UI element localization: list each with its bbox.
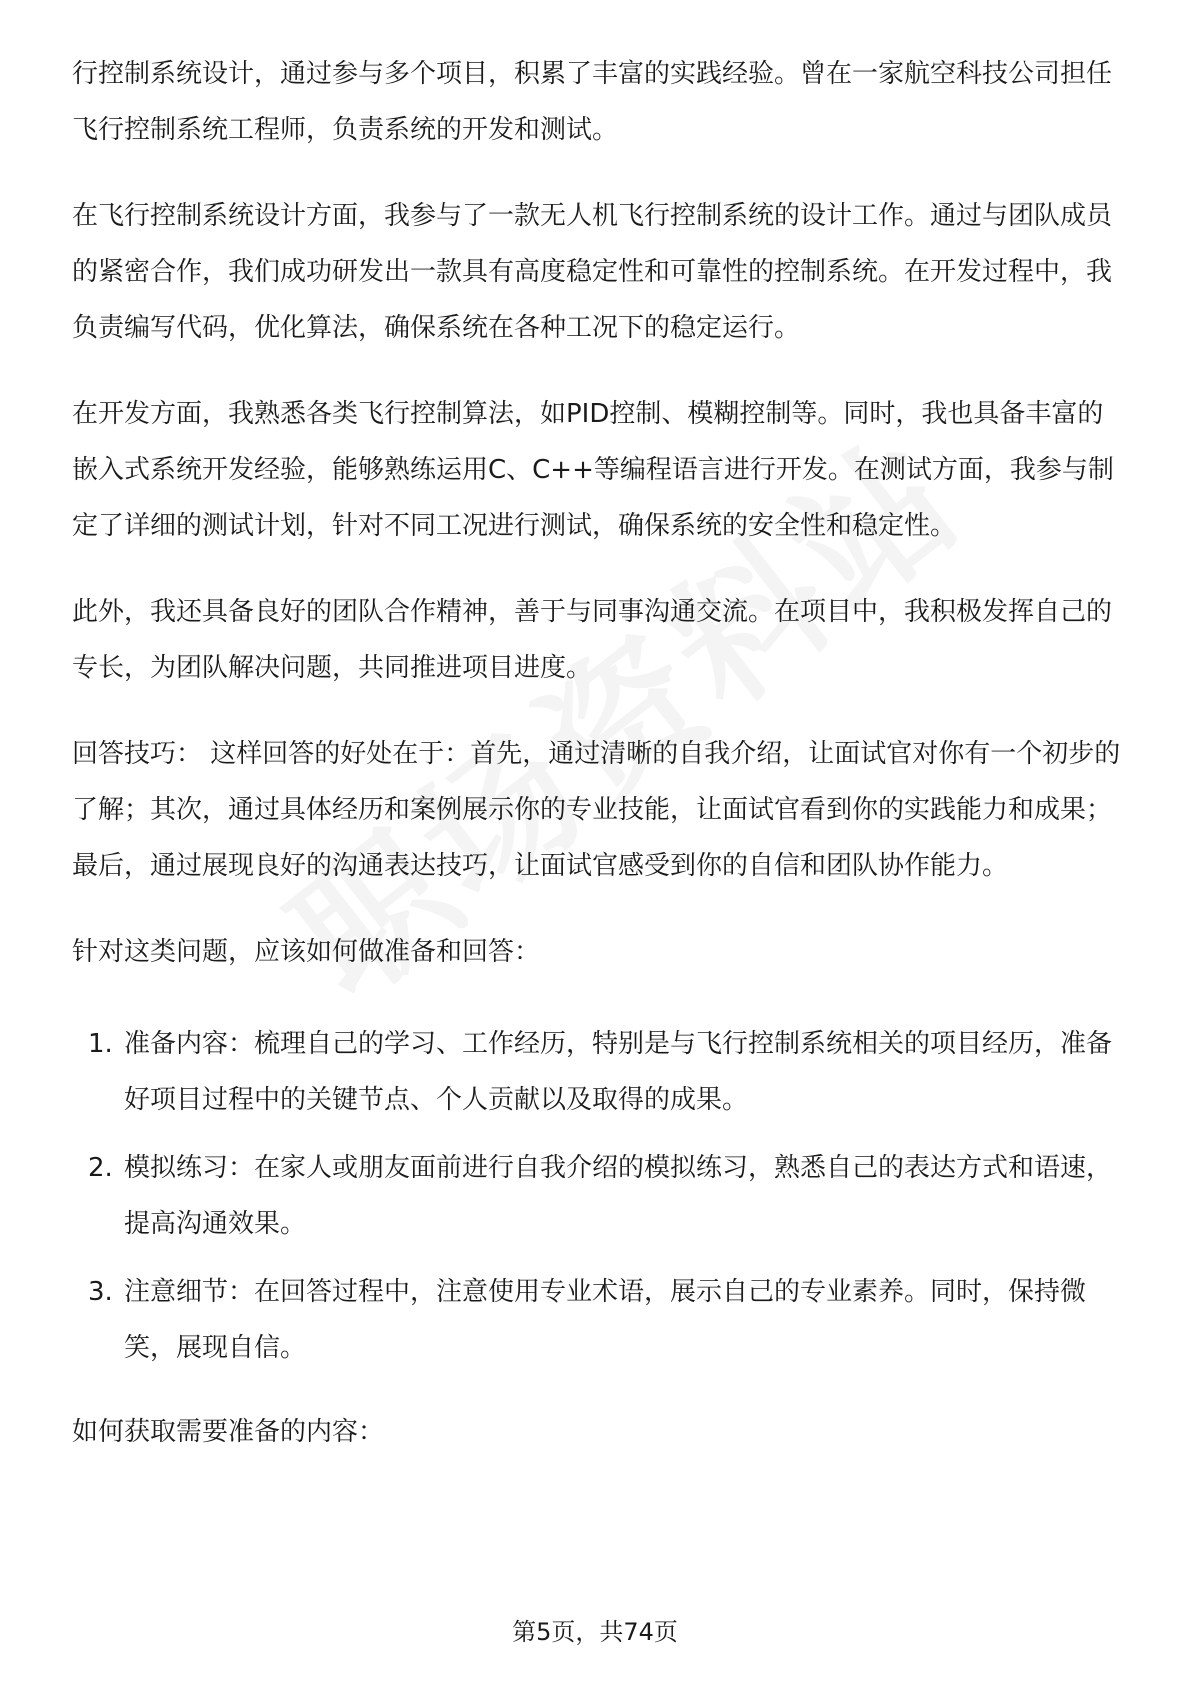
list-item xyxy=(72,1264,1122,1376)
paragraph-teamwork: 此外，我还具备良好的团队合作精神，善于与同事沟通交流。在项目中，我积极发挥自己的专长，为团队解决问题，共同推进项目进度。 xyxy=(72,597,1113,683)
list-item-text: 注意细节：在回答过程中，注意使用专业术语，展示自己的专业素养。同时，保持微笑，展现自信。 xyxy=(124,1277,1087,1363)
paragraph-development: 在开发方面，我熟悉各类飞行控制算法，如PID控制、模糊控制等。同时，我也具备丰富的嵌入式系统开发经验，能够熟练运用C、C++等编程语言进行开发。在测试方面，我参与制定了详细的测试计划，针对不同工况进行测试，确保系统的安全性和稳定性。 xyxy=(72,399,1114,541)
list-item xyxy=(72,1016,1122,1128)
list-item-text: 模拟练习：在家人或朋友面前进行自我介绍的模拟练习，熟悉自己的表达方式和语速，提高沟通效果。 xyxy=(124,1153,1113,1239)
paragraph-design: 在飞行控制系统设计方面，我参与了一款无人机飞行控制系统的设计工作。通过与团队成员的紧密合作，我们成功研发出一款具有高度稳定性和可靠性的控制系统。在开发过程中，我负责编写代码，优化算法，确保系统在各种工况下的稳定运行。 xyxy=(72,201,1113,343)
list-item-number: 1. xyxy=(88,1029,113,1059)
prep-steps-list xyxy=(72,1016,1122,1376)
list-item-number: 3. xyxy=(88,1277,113,1307)
paragraph-closing: 如何获取需要准备的内容： xyxy=(72,1417,385,1447)
list-item-text: 准备内容：梳理自己的学习、工作经历，特别是与飞行控制系统相关的项目经历，准备好项目过程中的关键节点、个人贡献以及取得的成果。 xyxy=(124,1029,1113,1115)
document-body xyxy=(72,46,1122,1490)
page-number-footer: 第5页，共74页 xyxy=(512,1618,678,1646)
list-item-number: 2. xyxy=(88,1153,113,1183)
paragraph-answer-tips: 回答技巧： 这样回答的好处在于：首先，通过清晰的自我介绍，让面试官对你有一个初步的了解；其次，通过具体经历和案例展示你的专业技能，让面试官看到你的实践能力和成果；最后，通过展现良好的沟通表达技巧，让面试官感受到你的自信和团队协作能力。 xyxy=(72,739,1121,881)
paragraph-experience: 行控制系统设计，通过参与多个项目，积累了丰富的实践经验。曾在一家航空科技公司担任飞行控制系统工程师，负责系统的开发和测试。 xyxy=(72,59,1113,145)
paragraph-prep-question: 针对这类问题，应该如何做准备和回答： xyxy=(72,937,541,967)
list-item xyxy=(72,1140,1122,1252)
